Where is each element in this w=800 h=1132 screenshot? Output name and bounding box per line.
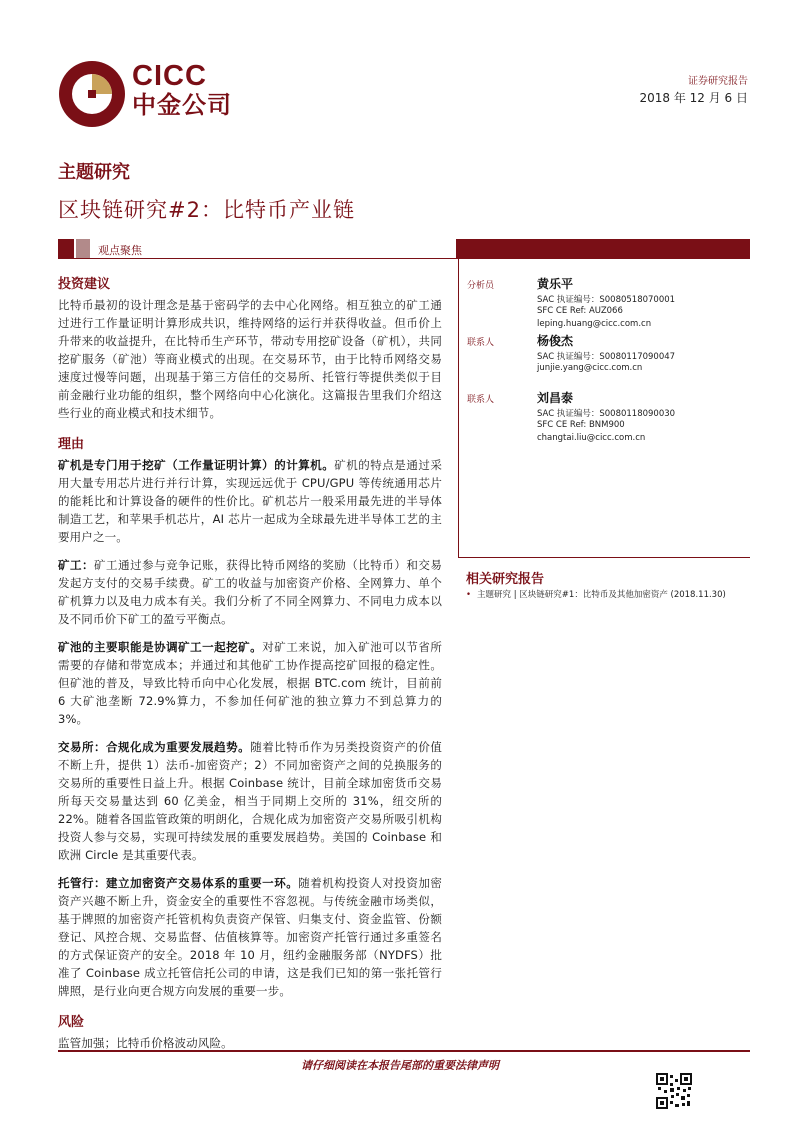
analyst-email[interactable]: junjie.yang@cicc.com.cn	[537, 363, 643, 373]
reason-paragraph-pool: 矿池的主要职能是协调矿工一起挖矿。对矿工来说，加入矿池可以节省所需要的存储和带宽成本；并通过和其他矿工协作提高挖矿回报的稳定性。但矿池的普及，导致比特币向中心化发展，根据 BTC.com 统计，目前前 6 大矿池垄断 72.9%算力，不参加任何矿池的独立算力不到总算力的 3%。	[58, 640, 442, 726]
analyst-name: 杨俊杰	[537, 334, 574, 348]
analyst-email[interactable]: leping.huang@cicc.com.cn	[537, 319, 652, 329]
reason-heading: 理由	[58, 437, 85, 452]
analyst-name: 黄乐平	[537, 277, 574, 291]
main-content	[58, 276, 442, 1052]
analyst-sfc: SFC CE Ref: BNM900	[537, 420, 625, 430]
analyst-email[interactable]: changtai.liu@cicc.com.cn	[537, 433, 646, 443]
sidebar-divider	[458, 557, 750, 558]
qr-code-icon	[656, 1073, 692, 1109]
reason-paragraph-custody: 托管行：建立加密资产交易体系的重要一环。随着机构投资人对投资加密资产兴趣不断上升，资金安全的重要性不容忽视。与传统金融市场类似，基于牌照的加密资产托管机构负责资产保管、归集支付、资金监管、份额登记、风控合规、交易监督、估值核算等。加密资产托管行通过多重签名的方式保证资产的安全。2018 年 10 月，纽约金融服务部（NYDFS）批准了 Coinbase 成立托管信托公司的申请，这是我们已知的第一张托管行牌照，是行业向更合规方向发展的重要一步。	[58, 876, 442, 998]
view-bar-block-light	[76, 239, 90, 259]
view-bar-block-dark	[58, 239, 74, 259]
invest-heading: 投资建议	[58, 277, 111, 292]
footer-disclaimer: 请仔细阅读在本报告尾部的重要法律声明	[301, 1059, 499, 1072]
invest-paragraph: 比特币最初的设计理念是基于密码学的去中心化网络。相互独立的矿工通过进行工作量证明计算形成共识，维持网络的运行并获得收益。但币价上升带来的收益提升，在比特币生产环节，带动专用挖矿设备（矿机），共同挖矿服务（矿池）等商业模式的出现。在交易环节，由于比特币网络交易速度过慢等问题，出现基于第三方信任的交易所、托管行等提供类似于目前金融行业功能的组织，整个网络向中心化演化。这篇报告里我们介绍这些行业的商业模式和技术细节。	[58, 298, 442, 420]
risk-paragraph: 监管加强；比特币价格波动风险。	[58, 1036, 233, 1050]
analyst-sac: SAC 执证编号：S0080117090047	[537, 352, 676, 362]
related-reports-heading: 相关研究报告	[466, 572, 545, 587]
view-bar-divider	[58, 258, 456, 259]
reason-paragraph-miner-machine: 矿机是专门用于挖矿（工作量证明计算）的计算机。矿机的特点是通过采用大量专用芯片进行并行计算，实现远远优于 CPU/GPU 等传统通用芯片的能耗比和计算设备的硬件的性价比。矿机芯片一般采用最先进的半导体制造工艺，和苹果手机芯片，AI 芯片一起成为全球最先进半导体工艺的主要用户之一。	[58, 458, 442, 544]
analyst-sac: SAC 执证编号：S0080518070001	[537, 295, 676, 305]
analyst-sidebar	[458, 259, 750, 557]
analyst-sac: SAC 执证编号：S0080118090030	[537, 409, 676, 419]
footer-divider	[58, 1050, 750, 1052]
logo-text-en: CICC	[132, 60, 207, 92]
bullet-icon: •	[466, 590, 472, 600]
view-focus-bar	[58, 239, 750, 259]
reason-paragraph-exchange: 交易所：合规化成为重要发展趋势。随着比特币作为另类投资资产的价值不断上升，提供 1）法币-加密资产；2）不同加密资产之间的兑换服务的交易所的重要性日益上升。根据 Coinbase 统计，目前全球加密货币交易所每天交易量达到 60 亿美金，相当于同期上交所的 31%，纽交所的 22%。随着各国监管政策的明朗化，合规化成为加密资产交易所吸引机构投资人参与交易，实现可持续发展的重要发展趋势。美国的 Coinbase 和欧洲 Circle 是其重要代表。	[58, 740, 442, 862]
logo-text-cn: 中金公司	[132, 91, 232, 119]
analyst-sfc: SFC CE Ref: AUZ066	[537, 306, 623, 316]
reason-paragraph-miner: 矿工：矿工通过参与竞争记账，获得比特币网络的奖励（比特币）和交易发起方支付的交易手续费。矿工的收益与加密资产价格、全网算力、单个矿机算力以及电力成本有关。我们分析了不同全网算力、不同电力成本以及不同币价下矿工的盈亏平衡点。	[58, 558, 442, 626]
related-report-item[interactable]: • 主题研究 | 区块链研究#1：比特币及其他加密资产 (2018.11.30)	[466, 590, 726, 600]
analyst-name: 刘昌泰	[537, 391, 574, 405]
analyst-role: 分析员	[467, 281, 495, 291]
report-type: 证券研究报告	[688, 76, 748, 87]
analyst-role: 联系人	[467, 395, 495, 405]
analyst-role: 联系人	[467, 338, 495, 348]
view-focus-label: 观点聚焦	[98, 244, 142, 257]
report-date: 2018 年 12 月 6 日	[639, 91, 748, 105]
page-title: 区块链研究#2：比特币产业链	[58, 198, 355, 222]
topic-label: 主题研究	[58, 162, 130, 183]
risk-heading: 风险	[58, 1015, 85, 1030]
sidebar-header-bar	[456, 239, 750, 259]
cicc-logo-icon	[58, 60, 126, 128]
